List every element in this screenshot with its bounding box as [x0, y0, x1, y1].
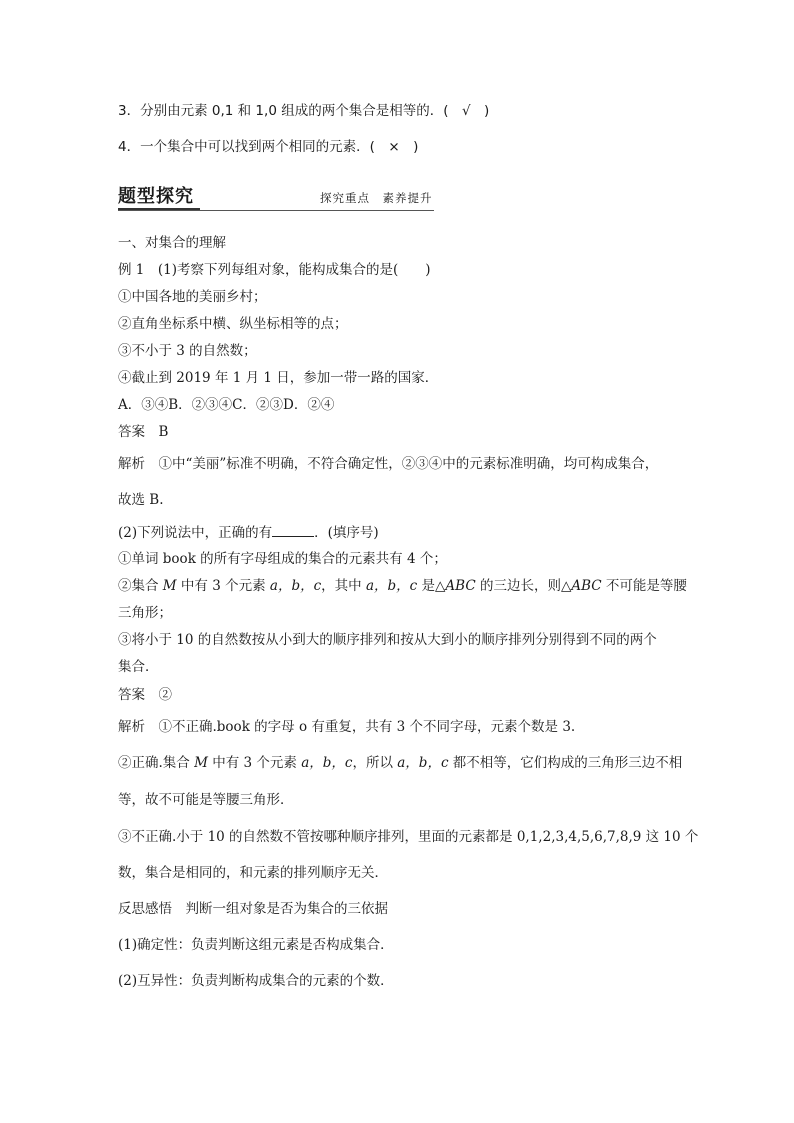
text: ②集合 — [118, 578, 163, 594]
var-M: M — [194, 755, 208, 771]
answer-2: 答案 ② — [118, 687, 172, 703]
text: 是△ — [417, 578, 446, 594]
reflection-heading: 反思感悟 判断一组对象是否为集合的三依据 — [118, 901, 388, 917]
example-1-question: 例 1 (1)考察下列每组对象，能构成集合的是( ) — [118, 262, 431, 278]
text: 中有 3 个元素 — [207, 755, 302, 771]
statement-b-cont: 三角形； — [118, 605, 172, 621]
section-rule — [118, 210, 434, 211]
analysis-2-line-5: 数，集合是相同的，和元素的排列顺序无关． — [118, 865, 388, 881]
answer-1: 答案 B — [118, 424, 169, 440]
var-M: M — [162, 578, 177, 594]
statement-c-cont: 集合． — [118, 659, 159, 675]
topic-heading: 一、对集合的理解 — [118, 235, 226, 251]
section-title: 题型探究 — [118, 186, 194, 207]
option-3: ③不小于 3 的自然数； — [118, 343, 257, 359]
part-2-text-b: ．(填序号) — [314, 525, 379, 541]
statement-4: 4．一个集合中可以找到两个相同的元素．( × ) — [118, 139, 419, 155]
option-2: ②直角坐标系中横、纵坐标相等的点； — [118, 316, 348, 332]
analysis-2-line-4: ③不正确.小于 10 的自然数不管按哪种顺序排列，里面的元素都是 0,1,2,3,4,5,6,7,8,9 这 10 个 — [118, 829, 699, 845]
statement-c: ③将小于 10 的自然数按从小到大的顺序排列和按从大到小的顺序排列分别得到不同的两个 — [118, 632, 657, 648]
analysis-2-line-1: 解析 ①不正确.book 的字母 o 有重复，共有 3 个不同字母，元素个数是 3. — [118, 719, 576, 735]
section-subtitle: 探究重点 素养提升 — [320, 191, 433, 205]
text: ，其中 — [321, 578, 366, 594]
text: 中有 3 个元素 — [176, 578, 270, 594]
statement-3: 3．分别由元素 0,1 和 1,0 组成的两个集合是相等的．( √ ) — [118, 103, 490, 119]
var-abc: a，b，c — [269, 578, 322, 594]
var-abc: a，b，c — [301, 755, 353, 771]
text: 都不相等，它们构成的三角形三边不相 — [448, 755, 683, 771]
analysis-2-line-3: 等，故不可能是等腰三角形． — [118, 792, 294, 808]
choices: A．③④B．②③④C．②③D．②④ — [118, 397, 335, 413]
reflection-point-1: (1)确定性：负责判断这组元素是否构成集合． — [118, 937, 394, 953]
option-1: ①中国各地的美丽乡村； — [118, 289, 267, 305]
analysis-1-cont: 故选 B. — [118, 492, 164, 508]
analysis-2-line-2 — [118, 754, 682, 772]
text: 的三边长，则△ — [475, 578, 572, 594]
var-ABC: ABC — [571, 578, 602, 594]
text: 不可能是等腰 — [601, 578, 687, 594]
text: ，所以 — [352, 755, 398, 771]
option-4: ④截止到 2019 年 1 月 1 日，参加一带一路的国家． — [118, 370, 439, 386]
part-2-text-a: (2)下列说法中，正确的有 — [118, 525, 273, 541]
answer-blank — [272, 523, 314, 537]
var-abc: a，b，c — [397, 755, 449, 771]
var-abc: a，b，c — [365, 578, 418, 594]
reflection-point-2: (2)互异性：负责判断构成集合的元素的个数． — [118, 973, 394, 989]
statement-a: ①单词 book 的所有字母组成的集合的元素共有 4 个； — [118, 551, 447, 567]
example-1-part-2 — [118, 523, 379, 542]
var-ABC: ABC — [445, 578, 476, 594]
statement-b — [118, 577, 687, 595]
analysis-1: 解析 ①中“美丽”标准不明确，不符合确定性，②③④中的元素标准明确，均可构成集合， — [118, 456, 659, 472]
text: ②正确.集合 — [118, 755, 195, 771]
